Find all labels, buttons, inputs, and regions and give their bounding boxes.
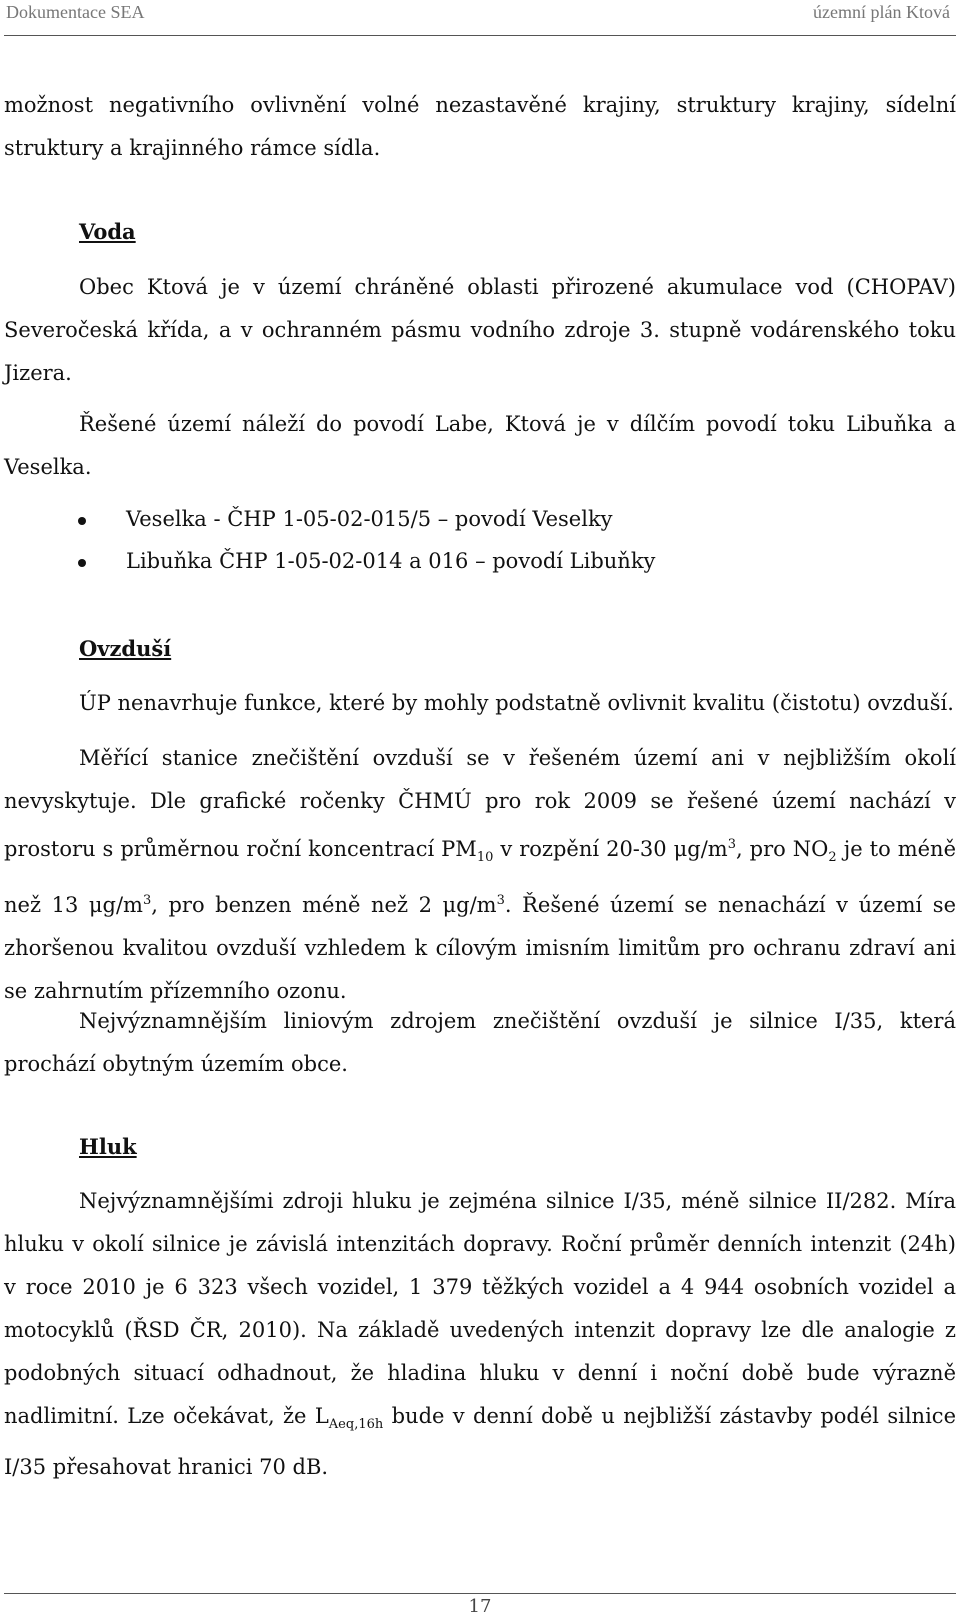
bullet-dot (78, 559, 86, 567)
voda-paragraph-1: Obec Ktová je v území chráněné oblasti přirozené akumulace vod (CHOPAV) Severočeská křída, a v ochranném pásmu vodního zdroje 3. stupně vodárenského toku Jizera. (4, 275, 956, 385)
page-number: 17 (468, 1596, 492, 1617)
bullet-item-veselka: Veselka - ČHP 1-05-02-015/5 – povodí Veselky (126, 507, 613, 531)
footer-divider (4, 1593, 956, 1594)
heading-ovzdusi: Ovzduší (79, 636, 172, 661)
ovzdusi-paragraph-3: Nejvýznamnějším liniovým zdrojem znečištění ovzduší je silnice I/35, která prochází obytným územím obce. (4, 1009, 956, 1076)
page-header (0, 0, 960, 36)
bullet-item-libunka: Libuňka ČHP 1-05-02-014 a 016 – povodí Libuňky (126, 549, 656, 573)
heading-hluk: Hluk (79, 1134, 137, 1159)
ovzdusi-paragraph-1: ÚP nenavrhuje funkce, které by mohly podstatně ovlivnit kvalitu (čistotu) ovzduší. (79, 691, 954, 715)
voda-paragraph-2: Řešené území náleží do povodí Labe, Ktová je v dílčím povodí toku Libuňka a Veselka. (4, 412, 956, 479)
ovzdusi-paragraph-2: Měřící stanice znečištění ovzduší se v řešeném území ani v nejbližším okolí nevyskytuje. Dle grafické ročenky ČHMÚ pro rok 2009 se řešené území nachází v prostoru s průměrnou roční koncentrací $PM_{10}$ v rozpění 20-30 $\mu g/m^3$, pro $NO_2$ je to méně než 13 $\mu g/m^3$, pro benzen méně než 2 $\mu g/m^3$. Řešené území se nenachází v území se zhoršenou kvalitou ovzduší vzhledem k cílovým imisním limitům pro ochranu zdraví ani se zahrnutím přízemního ozonu. (4, 746, 957, 1004)
intro-paragraph: možnost negativního ovlivnění volné nezastavěné krajiny, struktury krajiny, sídelní struktury a krajinného rámce sídla. (4, 93, 956, 160)
header-section-title: územní plán Ktová (813, 2, 950, 22)
header-document-title: Dokumentace SEA (6, 2, 145, 22)
bullet-dot (78, 517, 86, 525)
heading-voda: Voda (79, 219, 136, 244)
header-divider (4, 35, 956, 36)
hluk-paragraph: Nejvýznamnějšími zdroji hluku je zejména silnice I/35, méně silnice II/282. Míra hluku v okolí silnice je závislá intenzitách dopravy. Roční průměr denních intenzit (24h) v roce 2010 je 6 323 všech vozidel, 1 379 těžkých vozidel a 4 944 osobních vozidel a motocyklů (ŘSD ČR, 2010). Na základě uvedených intenzit dopravy lze dle analogie z podobných situací odhadnout, že hladina hluku v denní i noční době bude výrazně nadlimitní. Lze očekávat, že $L_{Aeq,16h}$ bude v denní době u nejbližší zástavby podél silnice I/35 přesahovat hranici 70 dB. (4, 1189, 956, 1480)
